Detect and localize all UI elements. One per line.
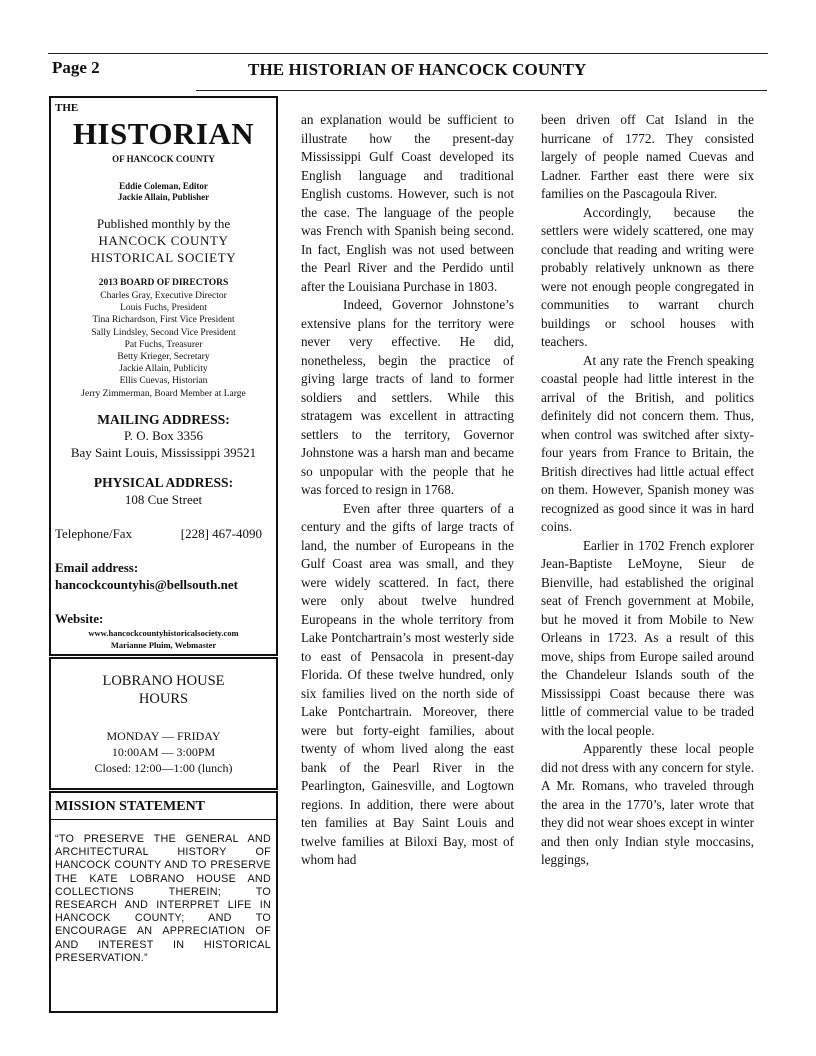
mission-divider (51, 819, 276, 820)
article-paragraph: Accordingly, because the settlers were widely scattered, one may conclude that reading and writing were probably relatively unknown as there were not enough people congregated in communities to warrant church buildings or school houses with teachers. (541, 204, 754, 349)
page-number: Page 2 (52, 58, 100, 77)
masthead-the: THE (55, 102, 79, 114)
society-line-2: HISTORICAL SOCIETY (90, 250, 237, 265)
article-paragraph: At any rate the French speaking coastal people had little interest in the arrival of the British, and politics definitely did not concern them. Thus, when control was switched after sixty-four years from France to Britain, the British directives had little actual effect on them. However, Spanish money was recognized as good since it was in hard coins. (541, 352, 754, 534)
lobrano-title-line-1: LOBRANO HOUSE (102, 673, 225, 689)
header-rule-bottom (196, 90, 767, 91)
lobrano-title-line-2: HOURS (138, 691, 189, 707)
board-member: Ellis Cuevas, Historian (119, 376, 208, 387)
mission-text: “TO PRESERVE THE GENERAL AND ARCHITECTURAL HISTORY OF HANCOCK COUNTY AND TO PRESERVE THE KATE LOBRANO HOUSE AND COLLECTIONS THEREIN; TO RESEARCH AND INTERPRET LIFE IN HANCOCK COUNTY; AND TO ENCOURAGE AN APPRECIATION OF AND INTEREST IN HISTORICAL PRESERVATION.” (55, 833, 271, 964)
article-paragraph: Indeed, Governor Johnstone’s extensive plans for the territory were never very effective. He did, nonetheless, begin the practice of giving large tracts of land to former soldiers and settlers. While this stratagem was excellent in attracting settlers to the territory, Governor Johnstone was a harsh man and became so unpopular with the people that he was forced to resign in 1768. (301, 297, 514, 497)
board-list (51, 290, 276, 400)
board-member: Pat Fuchs, Treasurer (124, 339, 203, 350)
article-paragraph: Even after three quarters of a century and the gifts of large tracts of land, the number of Europeans in the Gulf Coast area was small, and they were widely scattered. In fact, there were only about twelve hundred Europeans in the whole territory from Lake Pontchartrain’s most westerly side to east of Pensacola in present-day Florida. Of these twelve hundred, only six families lived on the north side of Lake Pontchartrain. Moreover, there were but forty-eight families, about twenty of whom lived along the east bank of the Pearl River in the Pearlington, Gainesville, and Logtown regions. In addition, there were about ten families at Bay Saint Louis and twelve families at Biloxi Bay, most of whom had (301, 500, 514, 867)
board-member: Charles Gray, Executive Director (100, 291, 227, 301)
telephone-label: Telephone/Fax (55, 526, 133, 541)
website-heading: Website: (55, 611, 104, 626)
editor-name: Eddie Coleman, Editor (119, 181, 208, 191)
board-member: Betty Krieger, Secretary (117, 352, 210, 363)
board-member: Jackie Allain, Publicity (119, 364, 208, 375)
board-member: Sally Lindsley, Second Vice President (91, 327, 236, 338)
mission-box (49, 791, 278, 1013)
mailing-address-line-1: P. O. Box 3356 (123, 428, 204, 443)
article-column-1 (301, 111, 514, 870)
article-paragraph: an explanation would be sufficient to illustrate how the present-day Mississippi Gulf Coast developed its English language and traditional English customs. However, such is not the case. The language of the people was French with Spanish being second. In fact, English was not used between the Pearl River and the Perdido until after the Louisiana Purchase in 1803. (301, 112, 514, 294)
mailing-address-line-2: Bay Saint Louis, Mississippi 39521 (70, 445, 257, 460)
masthead-title: HISTORIAN (72, 116, 255, 151)
lobrano-hours-box (49, 657, 278, 790)
published-line: Published monthly by the (96, 216, 231, 231)
masthead-box (49, 96, 278, 656)
physical-address-line-1: 108 Cue Street (124, 492, 203, 507)
header-rule-top (48, 53, 768, 54)
website-link[interactable]: www.hancockcountyhistoricalsociety.com (88, 628, 239, 638)
article-paragraph: Apparently these local people did not dress with any concern for style. A Mr. Romans, who traveled through the area in the 1770’s, later wrote that they did not wear shoes except in winter and then only Indian style moccasins, leggings, (541, 741, 754, 867)
publisher-name: Jackie Allain, Publisher (117, 192, 210, 202)
email-heading: Email address: (55, 560, 139, 575)
mission-heading: MISSION STATEMENT (55, 799, 206, 814)
physical-address-heading: PHYSICAL ADDRESS: (93, 475, 234, 490)
lobrano-closed: Closed: 12:00—1:00 (lunch) (94, 761, 233, 775)
webmaster-credit: Marianne Pluim, Webmaster (110, 640, 217, 650)
mailing-address-heading: MAILING ADDRESS: (97, 412, 230, 427)
article-paragraph: Earlier in 1702 French explorer Jean-Baptiste LeMoyne, Sieur de Bienville, had established the original seat of French government at Mobile, but he moved it from Mobile to New Orleans in 1723. As a result of this move, ships from Europe sailed around the Chandeleur Islands south of the Mississippi Coast because there was little of commercial value to be traded with the local people. (541, 537, 754, 738)
board-member: Tina Richardson, First Vice President (92, 315, 235, 326)
society-line-1: HANCOCK COUNTY (98, 233, 229, 248)
email-link[interactable]: hancockcountyhis@bellsouth.net (55, 577, 238, 592)
lobrano-days: MONDAY — FRIDAY (106, 729, 221, 743)
society-name (51, 232, 276, 266)
board-title: 2013 BOARD OF DIRECTORS (98, 278, 229, 288)
lobrano-hours: 10:00AM — 3:00PM (111, 745, 216, 759)
editor-credits (51, 181, 276, 203)
running-title: THE HISTORIAN OF HANCOCK COUNTY (248, 60, 587, 79)
board-member: Louis Fuchs, President (120, 303, 207, 314)
article-paragraph: been driven off Cat Island in the hurricane of 1772. They consisted largely of people named Cuevas and Ladner. Farther east there were six families on the Pascagoula River. (541, 112, 754, 201)
masthead-subtitle: OF HANCOCK COUNTY (112, 154, 215, 164)
board-member: Jerry Zimmerman, Board Member at Large (81, 388, 246, 399)
article-column-2 (541, 111, 754, 870)
telephone-value: [228] 467-4090 (180, 526, 262, 541)
